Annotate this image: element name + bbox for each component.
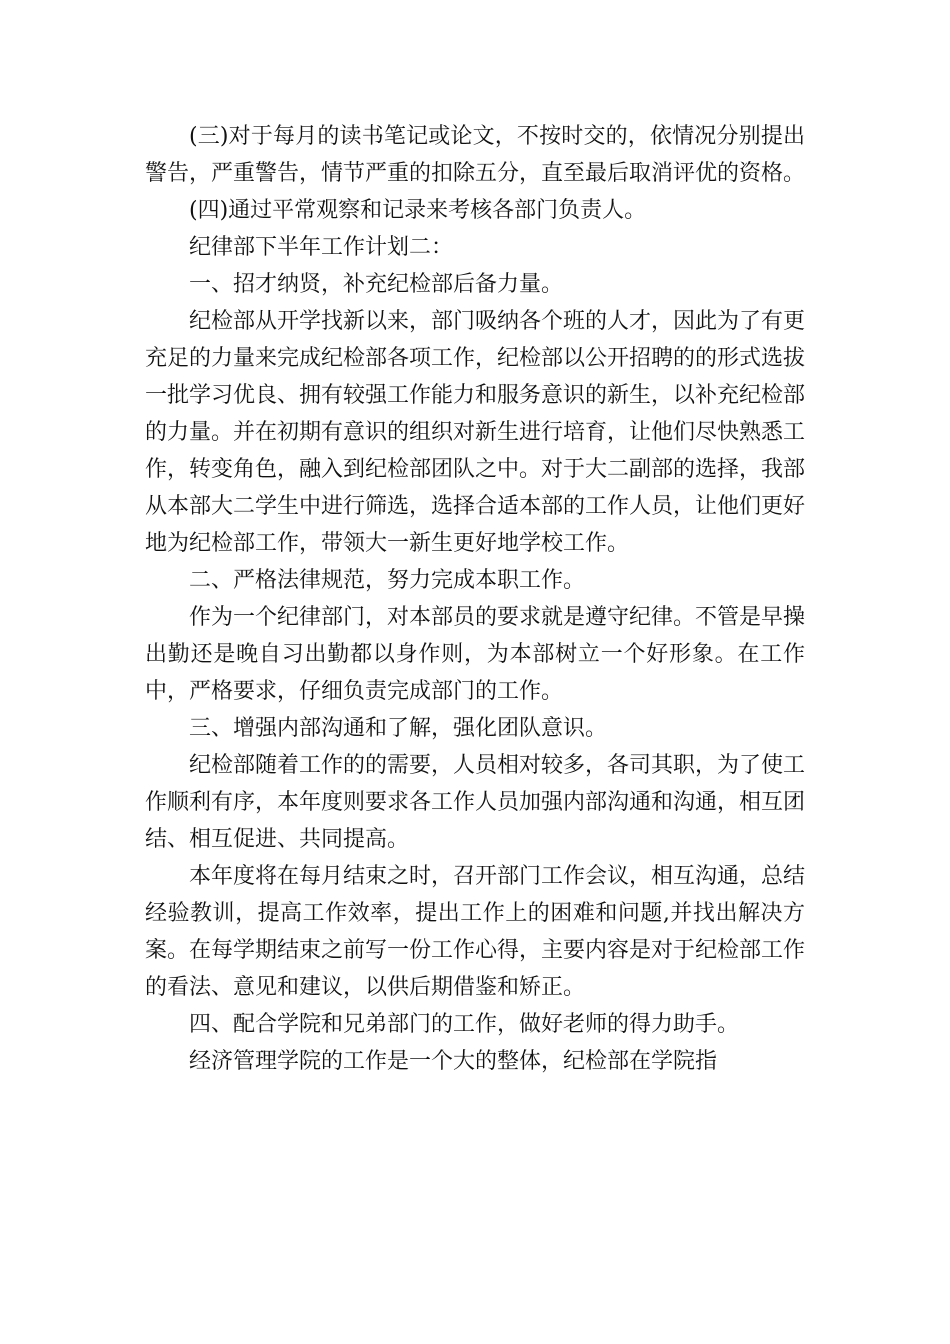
paragraph-item-3: (三)对于每月的读书笔记或论文，不按时交的，依情况分别提出警告，严重警告，情节严重的扣除五分，直至最后取消评优的资格。 (145, 124, 806, 186)
heading-recruit: 一、招才纳贤，补充纪检部后备力量。 (189, 272, 564, 297)
paragraph-communication: 纪检部随着工作的的需要，人员相对较多，各司其职，为了使工作顺利有序，本年度则要求各工作人员加强内部沟通和沟通，相互团结、相互促进、共同提高。 (145, 753, 806, 852)
section-title-plan-two: 纪律部下半年工作计划二： (189, 235, 454, 260)
document-body (145, 118, 805, 1080)
heading-cooperation: 四、配合学院和兄弟部门的工作，做好老师的得力助手。 (189, 1012, 740, 1037)
paragraph-recruit: 纪检部从开学找新以来，部门吸纳各个班的人才，因此为了有更充足的力量来完成纪检部各项工作，纪检部以公开招聘的的形式选拔一批学习优良、拥有较强工作能力和服务意识的新生，以补充纪检部的力量。并在初期有意识的组织对新生进行培育，让他们尽快熟悉工作，转变角色，融入到纪检部团队之中。对于大二副部的选择，我部从本部大二学生中进行筛选，选择合适本部的工作人员，让他们更好地为纪检部工作，带领大一新生更好地学校工作。 (145, 309, 806, 556)
paragraph-discipline: 作为一个纪律部门，对本部员的要求就是遵守纪律。不管是早操出勤还是晚自习出勤都以身作则，为本部树立一个好形象。在工作中，严格要求，仔细负责完成部门的工作。 (145, 605, 806, 704)
heading-communication: 三、增强内部沟通和了解，强化团队意识。 (189, 716, 608, 741)
paragraph-cooperation: 经济管理学院的工作是一个大的整体，纪检部在学院指 (189, 1049, 718, 1074)
paragraph-item-4: (四)通过平常观察和记录来考核各部门负责人。 (189, 198, 647, 223)
heading-discipline: 二、严格法律规范，努力完成本职工作。 (189, 568, 586, 593)
paragraph-meetings: 本年度将在每月结束之时，召开部门工作会议，相互沟通，总结经验教训，提高工作效率，提出工作上的困难和问题,并找出解决方案。在每学期结束之前写一份工作心得，主要内容是对于纪检部工作的看法、意见和建议，以供后期借鉴和矫正。 (145, 864, 806, 1000)
